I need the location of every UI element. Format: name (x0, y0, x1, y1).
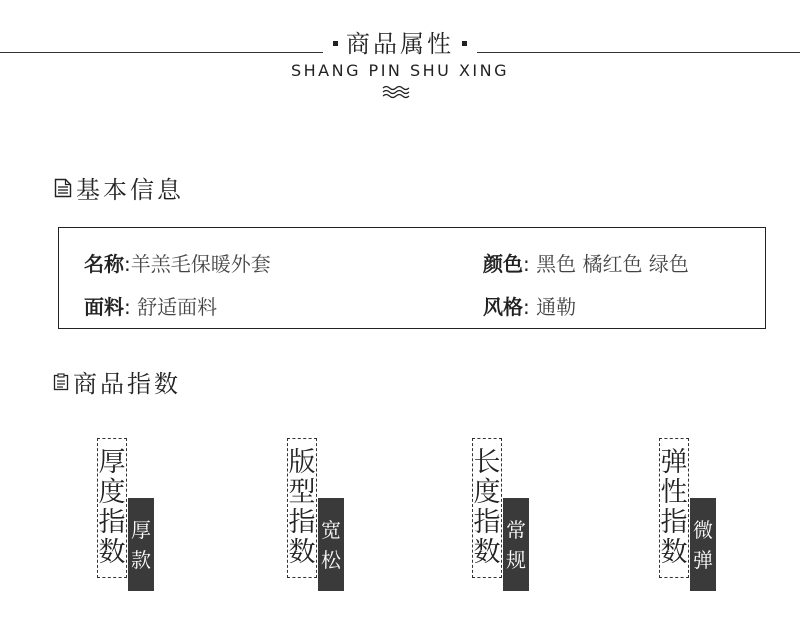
style-separator: : (523, 295, 537, 319)
page-title-text: 商品属性 (346, 30, 454, 58)
page-subtitle: SHANG PIN SHU XING (290, 61, 510, 80)
title-bullet-right (462, 41, 467, 46)
index-value-badge: 微 弹 (690, 498, 716, 591)
index-label: 厚 度 指 数 (97, 438, 127, 578)
name-value: 羊羔毛保暖外套 (130, 252, 271, 276)
fabric-value: 舒适面料 (137, 295, 218, 319)
index-label: 弹 性 指 数 (659, 438, 689, 578)
index-heading-text: 商品指数 (73, 370, 181, 398)
color-row (483, 248, 689, 277)
clipboard-icon (53, 373, 69, 391)
index-value-badge: 宽 松 (318, 498, 344, 591)
style-label: 风格 (483, 295, 523, 319)
index-heading (53, 364, 181, 399)
name-label: 名称 (84, 252, 124, 276)
style-row (483, 291, 576, 320)
index-value-badge: 常 规 (503, 498, 529, 591)
style-value: 通勒 (536, 295, 577, 319)
index-item-elasticity (659, 438, 689, 578)
name-row (84, 248, 271, 277)
page-title (0, 24, 800, 59)
name-separator: : (124, 252, 131, 276)
color-separator: : (523, 252, 537, 276)
title-bullet-left (333, 41, 338, 46)
index-label: 长 度 指 数 (472, 438, 502, 578)
index-item-fit (287, 438, 317, 578)
fabric-separator: : (124, 295, 138, 319)
index-value-badge: 厚 款 (128, 498, 154, 591)
index-label: 版 型 指 数 (287, 438, 317, 578)
index-item-thickness (97, 438, 127, 578)
basic-info-heading-text: 基本信息 (76, 176, 184, 204)
fabric-label: 面料 (84, 295, 124, 319)
color-label: 颜色 (483, 252, 523, 276)
color-value: 黑色 橘红色 绿色 (536, 252, 689, 276)
wave-ornament-icon (382, 85, 410, 99)
document-icon (54, 178, 72, 198)
index-item-length (472, 438, 502, 578)
fabric-row (84, 291, 217, 320)
basic-info-heading (54, 170, 184, 205)
